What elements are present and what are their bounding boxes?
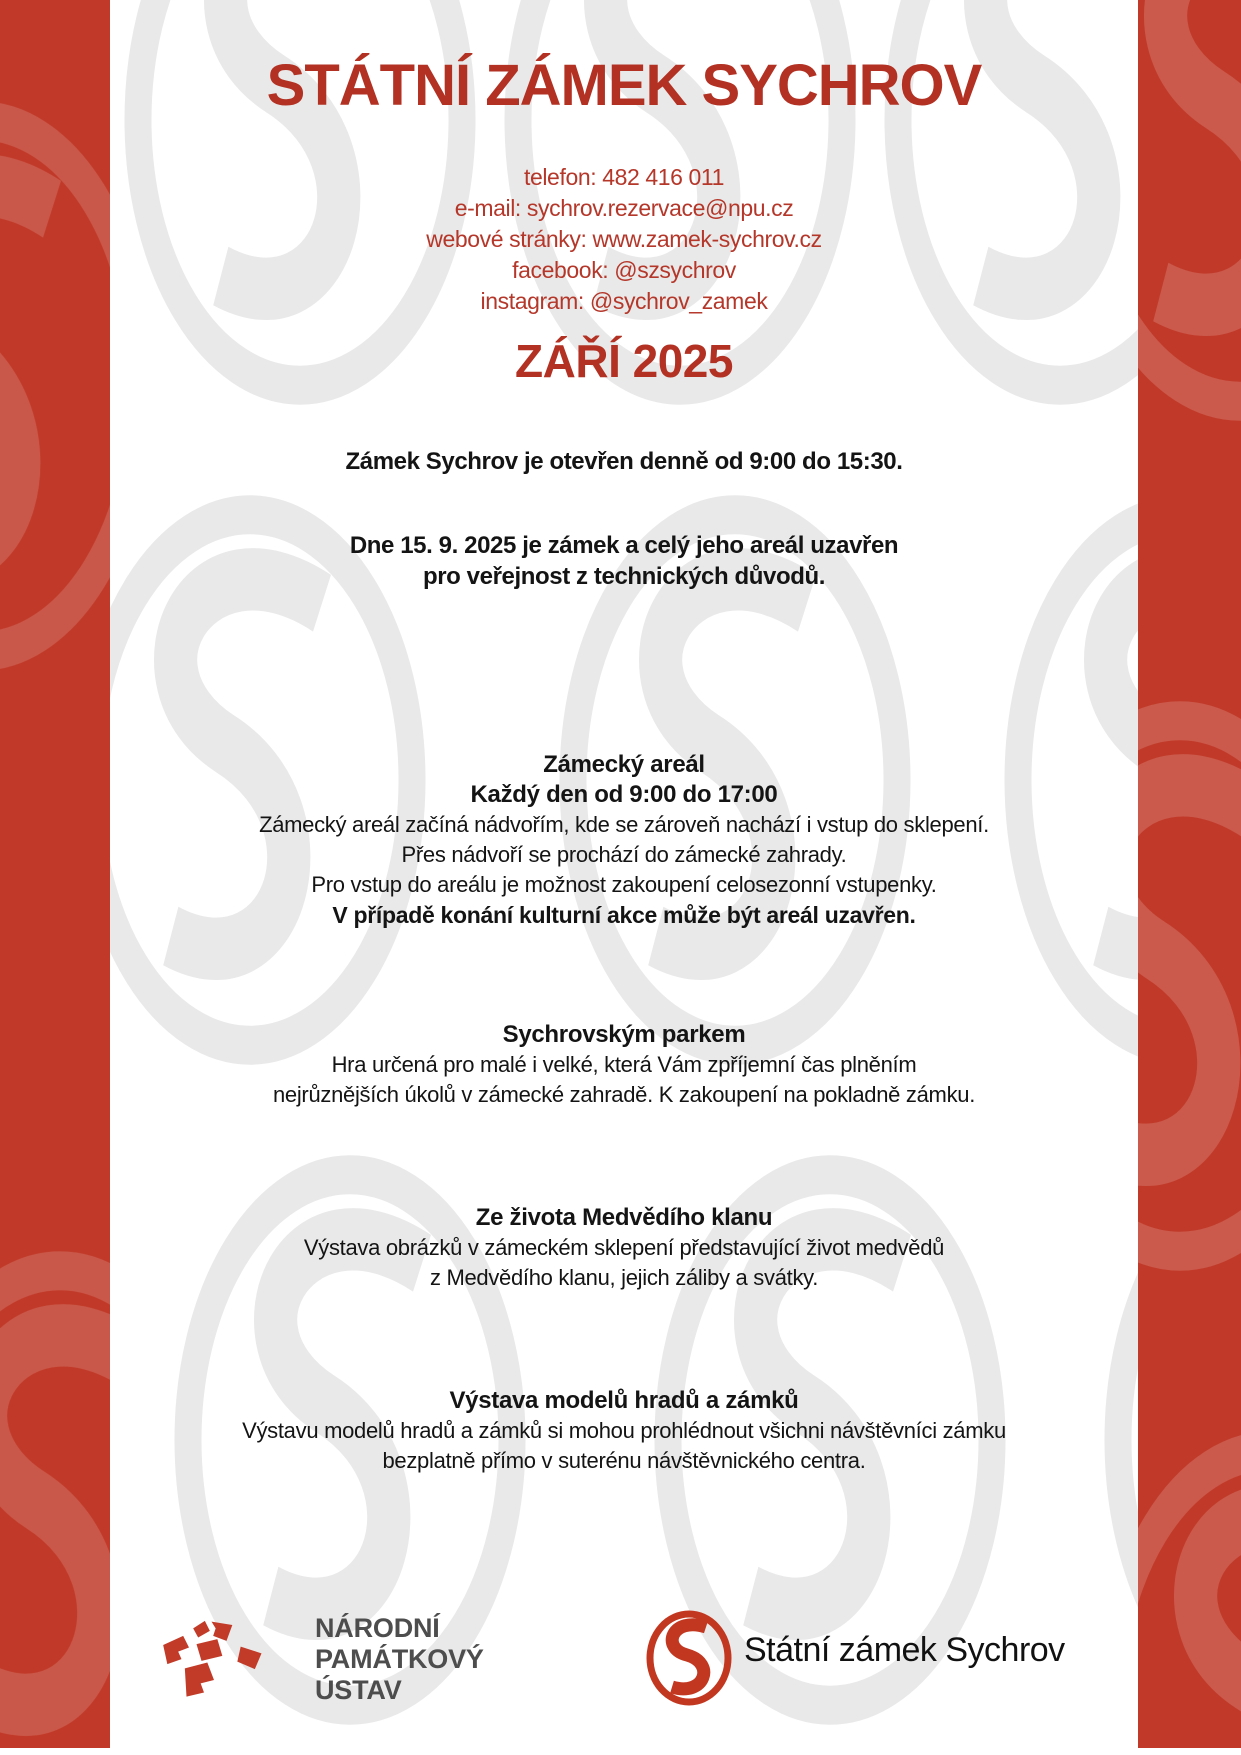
npu-text-line: PAMÁTKOVÝ xyxy=(315,1644,484,1674)
section-title: Sychrovským parkem xyxy=(502,1021,746,1048)
section-title: Ze života Medvědího klanu xyxy=(475,1204,773,1231)
section-title: Zámecký areál xyxy=(543,751,705,778)
page-title: STÁTNÍ ZÁMEK SYCHROV xyxy=(266,53,982,118)
npu-text-line: NÁRODNÍ xyxy=(315,1613,440,1643)
month-title: ZÁŘÍ 2025 xyxy=(515,335,733,387)
section-line: Přes nádvoří se prochází do zámecké zahrady. xyxy=(401,842,847,867)
closure-notice-line: pro veřejnost z technických důvodů. xyxy=(422,563,826,590)
contact-facebook: facebook: @szsychrov xyxy=(512,257,736,283)
contact-block xyxy=(110,162,1138,317)
section-line: Výstava obrázků v zámeckém sklepení představující život medvědů xyxy=(303,1235,945,1260)
section-subtitle: Každý den od 9:00 do 17:00 xyxy=(470,781,778,808)
section-park-game xyxy=(110,1020,1138,1110)
sychrov-logo-icon xyxy=(644,1610,734,1711)
closure-notice xyxy=(110,530,1138,592)
contact-email: e-mail: sychrov.rezervace@npu.cz xyxy=(454,195,794,221)
npu-logo-text xyxy=(315,1613,484,1706)
section-line: Pro vstup do areálu je možnost zakoupení celosezonní vstupenky. xyxy=(311,872,937,897)
section-models-exhibition xyxy=(110,1386,1138,1476)
section-line: Zámecký areál začíná nádvořím, kde se zároveň nachází i vstup do sklepení. xyxy=(259,812,989,837)
npu-logo-icon xyxy=(150,1615,268,1720)
opening-hours: Zámek Sychrov je otevřen denně od 9:00 do 15:30. xyxy=(345,448,903,475)
section-line: z Medvědího klanu, jejich záliby a svátky. xyxy=(429,1265,819,1290)
sychrov-logo-label: Státní zámek Sychrov xyxy=(744,1631,1065,1669)
section-title: Výstava modelů hradů a zámků xyxy=(449,1387,799,1414)
contact-website: webové stránky: www.zamek-sychrov.cz xyxy=(426,226,822,252)
section-castle-grounds xyxy=(110,750,1138,930)
contact-instagram: instagram: @sychrov_zamek xyxy=(480,288,768,314)
npu-text-line: ÚSTAV xyxy=(315,1675,402,1705)
section-line: Výstavu modelů hradů a zámků si mohou prohlédnout všichni návštěvníci zámku xyxy=(242,1418,1006,1443)
section-line: nejrůznějších úkolů v zámecké zahradě. K zakoupení na pokladně zámku. xyxy=(272,1082,976,1107)
section-line: bezplatně přímo v suterénu návštěvnického centra. xyxy=(382,1448,866,1473)
closure-notice-line: Dne 15. 9. 2025 je zámek a celý jeho areál uzavřen xyxy=(349,532,899,559)
section-bear-clan xyxy=(110,1203,1138,1293)
poster-content xyxy=(110,0,1138,1755)
contact-phone: telefon: 482 416 011 xyxy=(523,164,725,190)
section-bold-note: V případě konání kulturní akce může být areál uzavřen. xyxy=(332,902,916,928)
section-line: Hra určená pro malé i velké, která Vám zpříjemní čas plněním xyxy=(331,1052,917,1077)
